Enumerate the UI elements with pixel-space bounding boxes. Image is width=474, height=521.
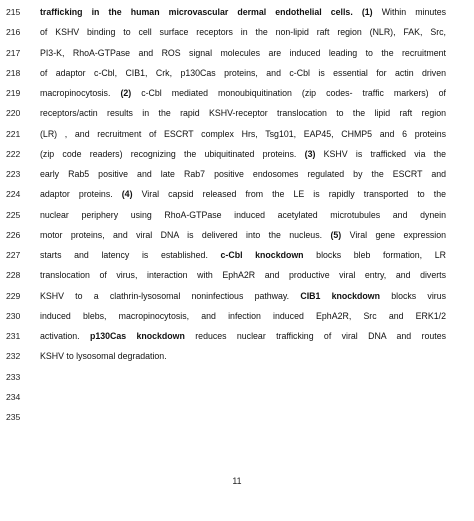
line-text: [40, 188, 446, 200]
line-text: [40, 229, 446, 241]
text-segment: of adaptor c-Cbl, CIB1, Crk, p130Cas proteins, and c-Cbl is essential for actin driven: [40, 67, 446, 78]
bold-text-segment: (3): [304, 148, 316, 159]
manuscript-line: [0, 371, 474, 391]
line-number: 218: [6, 67, 21, 78]
bold-text-segment: p130Cas knockdown: [89, 331, 185, 341]
manuscript-line: [0, 209, 474, 229]
bold-text-segment: (5): [330, 229, 342, 240]
text-segment: early Rab5 positive and late Rab7 positive endosomes regulated by the ESCRT and: [40, 169, 446, 179]
line-number: 217: [6, 47, 21, 58]
line-text: [40, 87, 446, 99]
line-text: [40, 6, 446, 18]
line-text: [40, 128, 446, 140]
line-number: 226: [6, 229, 21, 240]
line-number: 228: [6, 270, 21, 281]
line-number: 235: [6, 412, 21, 422]
text-segment: KSHV is trafficked via the: [315, 148, 446, 159]
bold-text-segment: (1): [361, 7, 373, 17]
manuscript-line: [0, 87, 474, 107]
line-number: 220: [6, 108, 21, 119]
line-text: [40, 209, 446, 221]
line-text: [40, 107, 446, 119]
bold-text-segment: (2): [120, 88, 132, 98]
line-text: [40, 269, 446, 281]
line-number: 229: [6, 290, 21, 301]
manuscript-line: [0, 107, 474, 127]
line-number: 215: [6, 7, 21, 17]
line-number: 232: [6, 351, 21, 362]
text-segment: motor proteins, and viral DNA is delivered into the nucleus.: [40, 229, 331, 240]
line-text: [40, 47, 446, 59]
text-segment: Viral gene expression: [341, 229, 446, 240]
line-text: [40, 148, 446, 160]
text-segment: KSHV to lysosomal degradation.: [40, 351, 167, 362]
line-text: [40, 290, 446, 302]
manuscript-line: [0, 168, 474, 188]
bold-text-segment: (4): [121, 189, 133, 200]
text-segment: starts and latency is established.: [40, 250, 221, 260]
manuscript-line: [0, 47, 474, 67]
line-number: 223: [6, 169, 21, 179]
line-text: [40, 310, 446, 322]
text-segment: blocks bleb formation, LR: [303, 250, 447, 260]
text-segment: nuclear periphery using RhoA-GTPase induced acetylated microtubules and dynein: [40, 209, 446, 220]
manuscript-line: [0, 67, 474, 87]
line-text: [40, 168, 446, 180]
manuscript-line: [0, 330, 474, 350]
manuscript-line: [0, 188, 474, 208]
text-segment: (zip code readers) recognizing the ubiquitinated proteins.: [40, 148, 305, 159]
text-segment: KSHV to a clathrin-lysosomal noninfectious pathway.: [40, 290, 301, 301]
text-segment: activation.: [40, 331, 90, 341]
text-segment: (LR) , and recruitment of ESCRT complex Hrs, Tsg101, EAP45, CHMP5 and 6 proteins: [40, 128, 446, 139]
manuscript-line: [0, 26, 474, 46]
manuscript-line: [0, 128, 474, 148]
line-text: [40, 67, 446, 79]
manuscript-line: [0, 269, 474, 289]
text-segment: Viral capsid released from the LE is rapidly transported to the: [132, 189, 446, 200]
line-text: [40, 350, 446, 362]
line-number: 231: [6, 331, 21, 341]
line-number: 222: [6, 148, 21, 159]
line-text: [40, 249, 446, 261]
manuscript-line: [0, 6, 474, 26]
text-segment: reduces nuclear trafficking of viral DNA and routes: [184, 331, 446, 341]
text-segment: [353, 7, 362, 17]
text-segment: blocks virus: [380, 290, 446, 301]
manuscript-line: [0, 350, 474, 370]
manuscript-line: [0, 310, 474, 330]
manuscript-line: [0, 411, 474, 431]
text-segment: Within minutes: [372, 7, 446, 17]
bold-text-segment: CIB1 knockdown: [300, 290, 381, 301]
line-number: 225: [6, 209, 21, 220]
manuscript-line: [0, 229, 474, 249]
text-segment: c-Cbl mediated monoubiquitination (zip codes- traffic markers) of: [131, 88, 446, 98]
manuscript-line: [0, 249, 474, 269]
line-number: 233: [6, 371, 21, 382]
bold-text-segment: trafficking in the human microvascular dermal endothelial cells.: [40, 7, 353, 17]
text-segment: translocation of virus, interaction with EphA2R and productive viral entry, and diverts: [40, 270, 446, 281]
line-number: 230: [6, 310, 21, 321]
manuscript-line: [0, 391, 474, 411]
line-number: 216: [6, 27, 21, 38]
text-segment: receptors/actin results in the rapid KSHV-receptor translocation to the lipid raft region: [40, 108, 446, 119]
line-number: 224: [6, 189, 21, 200]
manuscript-line: [0, 290, 474, 310]
line-number: 234: [6, 391, 21, 402]
manuscript-line: [0, 148, 474, 168]
line-text: [40, 26, 446, 38]
bold-text-segment: c-Cbl knockdown: [220, 250, 304, 260]
text-segment: induced blebs, macropinocytosis, and infection induced EphA2R, Src and ERK1/2: [40, 310, 446, 321]
text-segment: adaptor proteins.: [40, 189, 122, 200]
page-number: 11: [232, 476, 242, 486]
line-text: [40, 330, 446, 342]
text-segment: PI3-K, RhoA-GTPase and ROS signal molecules are induced leading to the recruitment: [40, 47, 446, 58]
line-number: 219: [6, 88, 21, 98]
line-number: 227: [6, 250, 21, 260]
line-number: 221: [6, 128, 21, 139]
text-segment: of KSHV binding to cell surface receptors in the non-lipid raft region (NLR), FAK, Src,: [40, 27, 446, 38]
text-segment: macropinocytosis.: [40, 88, 121, 98]
